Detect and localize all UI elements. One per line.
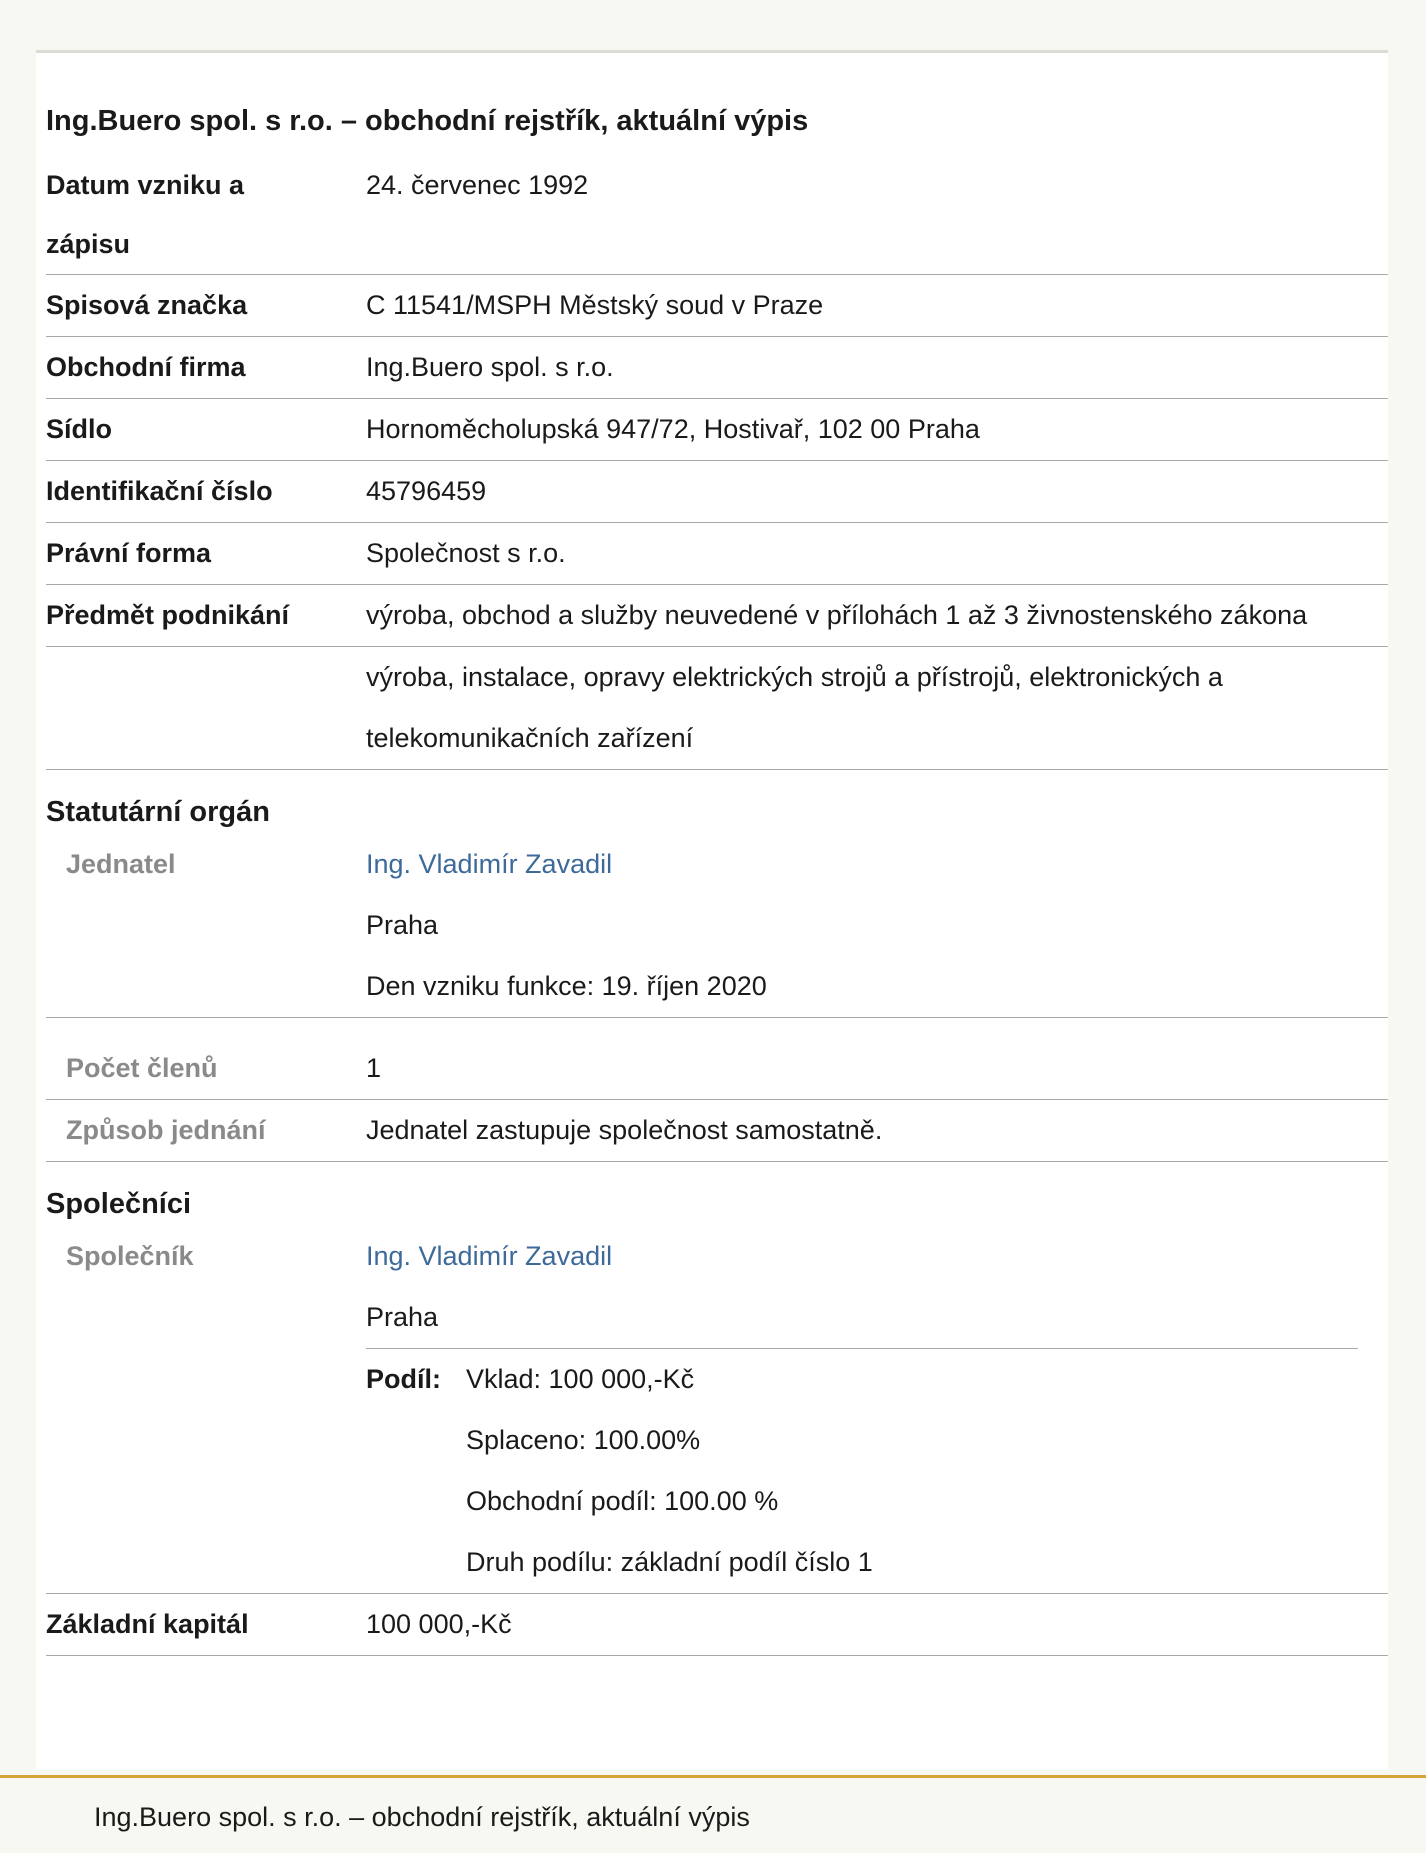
- capital-label: Základní kapitál: [46, 1609, 249, 1639]
- row-legal-form: [46, 523, 1388, 585]
- footer-text: Ing.Buero spol. s r.o. – obchodní rejstřík, aktuální výpis: [94, 1802, 750, 1832]
- partners-heading: Společníci: [46, 1188, 192, 1220]
- row-capital: [46, 1594, 1388, 1656]
- row-date: [46, 156, 1388, 275]
- file-mark-value: C 11541/MSPH Městský soud v Praze: [366, 290, 824, 320]
- row-business-1: [46, 585, 1388, 647]
- share-business: Obchodní podíl: 100.00 %: [466, 1486, 779, 1516]
- row-acting: [46, 1100, 1388, 1162]
- member-count-value: 1: [366, 1053, 382, 1083]
- share-label: Podíl:: [366, 1364, 441, 1394]
- seat-label: Sídlo: [46, 414, 112, 444]
- business-empty-label: [46, 647, 366, 769]
- row-executive: [46, 834, 1388, 1018]
- row-seat: [46, 399, 1388, 461]
- business-label: Předmět podnikání: [46, 600, 290, 630]
- register-card: [36, 50, 1388, 1770]
- row-firm: [46, 337, 1388, 399]
- statutory-heading: Statutární orgán: [46, 796, 270, 828]
- footer: [0, 1775, 1426, 1853]
- id-number-value: 45796459: [366, 476, 487, 506]
- share-type: Druh podílu: základní podíl číslo 1: [466, 1547, 873, 1577]
- id-number-label: Identifikační číslo: [46, 476, 273, 506]
- partner-city: Praha: [366, 1302, 439, 1332]
- row-partner: [46, 1226, 1388, 1594]
- row-member-count: [46, 1038, 1388, 1100]
- firm-value: Ing.Buero spol. s r.o.: [366, 352, 614, 382]
- legal-form-value: Společnost s r.o.: [366, 538, 566, 568]
- acting-label: Způsob jednání: [66, 1115, 266, 1145]
- member-count-label: Počet členů: [66, 1053, 218, 1083]
- business-item: výroba, instalace, opravy elektrických strojů a přístrojů, elektronických a telekomunikačních zařízení: [366, 662, 1223, 753]
- executive-city: Praha: [366, 910, 439, 940]
- capital-value: 100 000,-Kč: [366, 1609, 512, 1639]
- executive-label: Jednatel: [66, 849, 176, 879]
- share-deposit: Vklad: 100 000,-Kč: [466, 1364, 695, 1394]
- firm-label: Obchodní firma: [46, 352, 246, 382]
- business-item: výroba, obchod a služby neuvedené v přílohách 1 až 3 živnostenského zákona: [366, 600, 1308, 630]
- partner-name-link[interactable]: Ing. Vladimír Zavadil: [366, 1241, 613, 1271]
- executive-name-link[interactable]: Ing. Vladimír Zavadil: [366, 849, 613, 879]
- partner-share: [366, 1348, 1358, 1593]
- legal-form-label: Právní forma: [46, 538, 212, 568]
- page-title: Ing.Buero spol. s r.o. – obchodní rejstřík, aktuální výpis: [46, 105, 809, 137]
- share-details: [466, 1349, 1358, 1593]
- seat-value: Hornoměcholupská 947/72, Hostivař, 102 00 Praha: [366, 414, 980, 444]
- row-id-number: [46, 461, 1388, 523]
- file-mark-label: Spisová značka: [46, 290, 248, 320]
- executive-value: [366, 834, 1388, 1017]
- partner-label: Společník: [66, 1241, 194, 1271]
- executive-function-start: Den vzniku funkce: 19. říjen 2020: [366, 971, 767, 1001]
- date-label: Datum vzniku a zápisu: [46, 170, 245, 259]
- partner-value: [366, 1226, 1388, 1593]
- row-file-mark: [46, 275, 1388, 337]
- register-content: [46, 53, 1388, 1656]
- acting-value: Jednatel zastupuje společnost samostatně.: [366, 1115, 883, 1145]
- share-paid: Splaceno: 100.00%: [466, 1425, 701, 1455]
- row-business-2: [46, 647, 1388, 770]
- date-value: 24. červenec 1992: [366, 170, 589, 200]
